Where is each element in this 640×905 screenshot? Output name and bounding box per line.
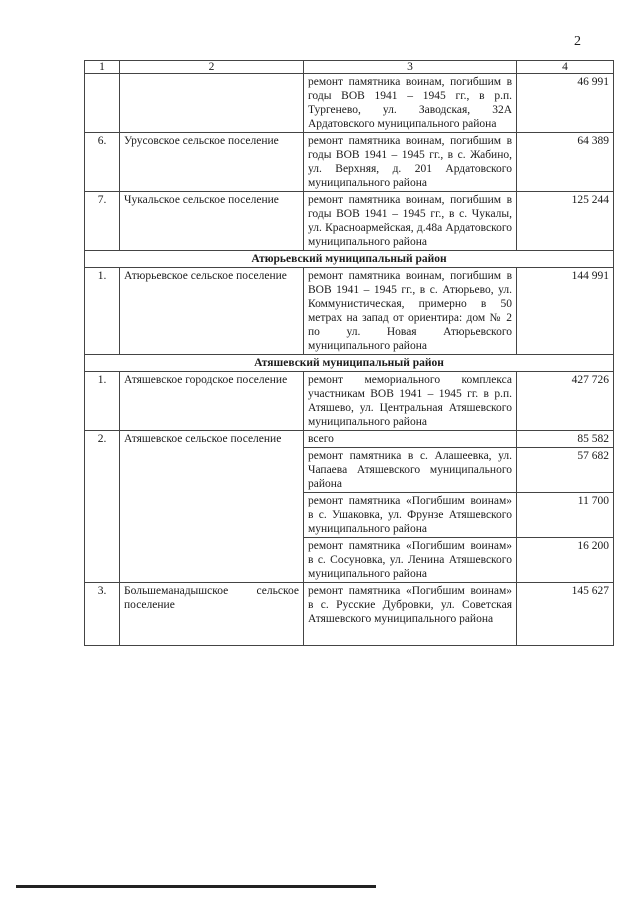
settlement-name: Чукальское сельское поселение xyxy=(120,192,304,251)
page-number: 2 xyxy=(574,34,581,49)
table-row xyxy=(85,431,614,448)
row-spacer xyxy=(85,627,614,646)
spacer-cell xyxy=(304,627,517,646)
row-number xyxy=(85,74,120,133)
work-description: ремонт памятника воинам, погибшим в годы ВОВ 1941 – 1945 гг., в с. Жабино, ул. Верхняя, д. 201 Ардатовского муниципального района xyxy=(304,133,517,192)
work-description: всего xyxy=(304,431,517,448)
work-description: ремонт памятника воинам, погибшим в годы ВОВ 1941 – 1945 гг., в р.п. Тургенево, ул. Заводская, 32А Ардатовского муниципального района xyxy=(304,74,517,133)
amount-value: 64 389 xyxy=(517,133,614,192)
spacer-cell xyxy=(85,627,120,646)
monuments-table xyxy=(84,60,614,646)
header-col-2: 2 xyxy=(120,61,304,74)
header-col-4: 4 xyxy=(517,61,614,74)
work-description: ремонт мемориального комплекса участникам ВОВ 1941 – 1945 гг. в р.п. Атяшево, ул. Центральная Атяшевского муниципального района xyxy=(304,372,517,431)
section-title: Атяшевский муниципальный район xyxy=(85,355,614,372)
table-row xyxy=(85,74,614,133)
settlement-name: Атюрьевское сельское поселение xyxy=(120,268,304,355)
table-row xyxy=(85,192,614,251)
header-col-3: 3 xyxy=(304,61,517,74)
settlement-name: Урусовское сельское поселение xyxy=(120,133,304,192)
header-col-1: 1 xyxy=(85,61,120,74)
work-description: ремонт памятника воинам, погибшим в годы ВОВ 1941 – 1945 гг., в с. Чукалы, ул. Красноармейская, д.48а Ардатовского муниципального района xyxy=(304,192,517,251)
work-description: ремонт памятника «Погибшим воинам» в с. Русские Дубровки, ул. Советская Атяшевского муниципального района xyxy=(304,583,517,628)
settlement-name: Атяшевское сельское поселение xyxy=(120,431,304,583)
settlement-name xyxy=(120,74,304,133)
header-row xyxy=(85,61,614,74)
row-number: 1. xyxy=(85,268,120,355)
amount-value: 125 244 xyxy=(517,192,614,251)
settlement-name: Атяшевское городское поселение xyxy=(120,372,304,431)
row-number: 3. xyxy=(85,583,120,628)
amount-value: 144 991 xyxy=(517,268,614,355)
amount-value: 427 726 xyxy=(517,372,614,431)
row-number: 6. xyxy=(85,133,120,192)
section-title: Атюрьевский муниципальный район xyxy=(85,251,614,268)
amount-value: 85 582 xyxy=(517,431,614,448)
amount-value: 16 200 xyxy=(517,538,614,583)
table-row xyxy=(85,133,614,192)
amount-value: 46 991 xyxy=(517,74,614,133)
work-description: ремонт памятника «Погибшим воинам» в с. Ушаковка, ул. Фрунзе Атяшевского муниципального района xyxy=(304,493,517,538)
table-row xyxy=(85,583,614,628)
work-description: ремонт памятника воинам, погибшим в ВОВ 1941 – 1945 гг., в с. Атюрьево, ул. Коммунистическая, примерно в 50 метрах на запад от ориентира: дом № 2 по ул. Новая Атюрьевского муниципального района xyxy=(304,268,517,355)
section-row xyxy=(85,251,614,268)
amount-value: 57 682 xyxy=(517,448,614,493)
table-row xyxy=(85,268,614,355)
settlement-name: Большеманадышское сельское поселение xyxy=(120,583,304,628)
work-description: ремонт памятника «Погибшим воинам» в с. Сосуновка, ул. Ленина Атяшевского муниципального района xyxy=(304,538,517,583)
row-number: 2. xyxy=(85,431,120,583)
row-number: 1. xyxy=(85,372,120,431)
table-row xyxy=(85,372,614,431)
row-number: 7. xyxy=(85,192,120,251)
spacer-cell xyxy=(517,627,614,646)
work-description: ремонт памятника в с. Алашеевка, ул. Чапаева Атяшевского муниципального района xyxy=(304,448,517,493)
bottom-rule xyxy=(16,885,376,888)
section-row xyxy=(85,355,614,372)
amount-value: 11 700 xyxy=(517,493,614,538)
spacer-cell xyxy=(120,627,304,646)
amount-value: 145 627 xyxy=(517,583,614,628)
